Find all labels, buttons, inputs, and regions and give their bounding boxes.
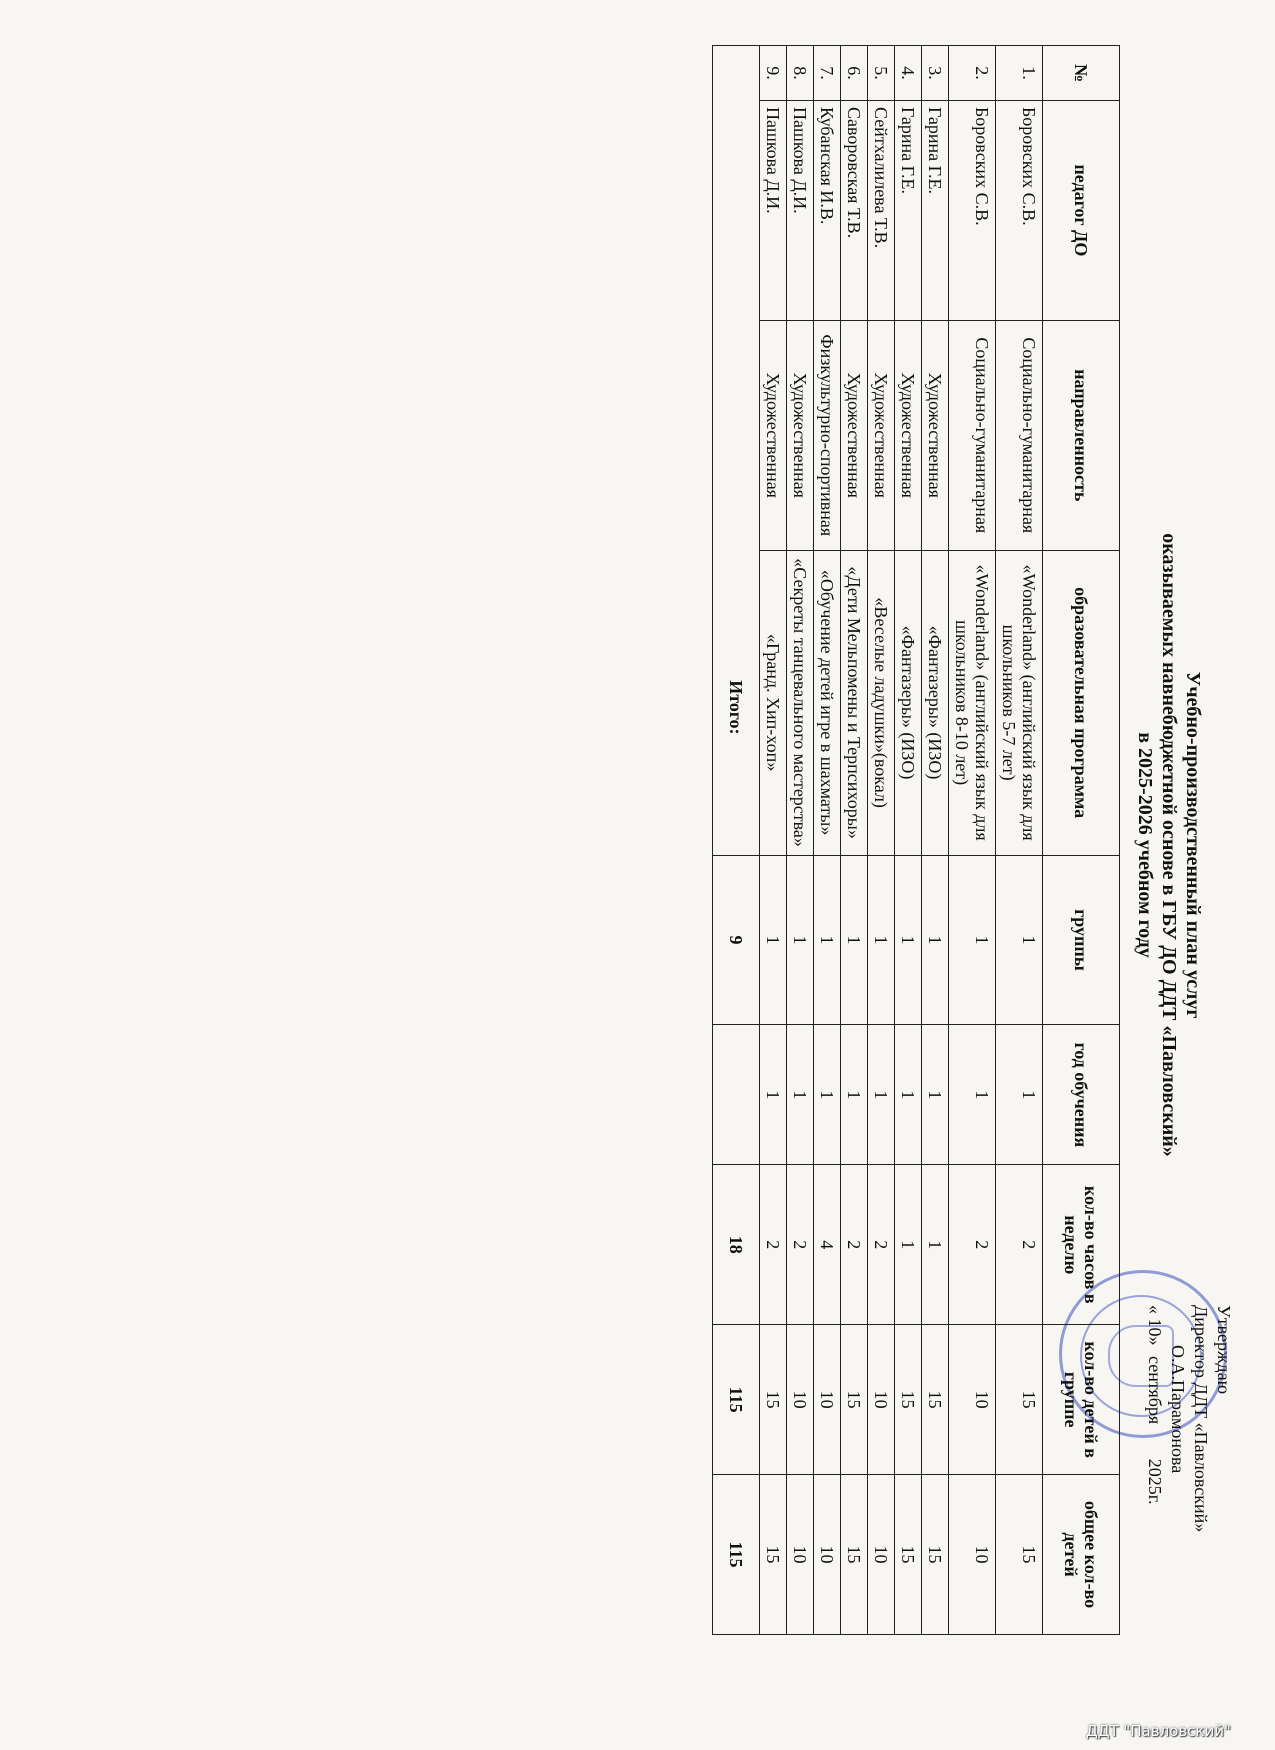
total-children-group: 115 bbox=[713, 1325, 760, 1475]
approval-date: « 10» сентября 2025г. bbox=[1145, 1305, 1165, 1505]
approval-signatory: О.А.Парамонова bbox=[1168, 1345, 1188, 1474]
title-line-3: в 2025-2026 учебном году bbox=[1134, 732, 1156, 958]
header-program: образовательная программа bbox=[1043, 550, 1120, 855]
header-direction: направленность bbox=[1043, 320, 1120, 550]
header-hours: кол-во часов в неделю bbox=[1043, 1165, 1120, 1325]
header-num: № bbox=[1043, 46, 1120, 101]
table-row: 3. Гарина Г.Е. Художественная «Фантазеры» (ИЗО) 1 1 1 15 15 bbox=[922, 46, 949, 1635]
table-row: 6. Саворовская Т.В. Художественная «Дети Мельпомены и Терпсихоры» 1 1 2 15 15 bbox=[841, 46, 868, 1635]
services-plan-table bbox=[712, 45, 1120, 1635]
table-total-row bbox=[713, 46, 760, 1635]
total-label: Итого: bbox=[713, 46, 760, 856]
title-line-2: оказываемых навнебюджетной основе в ГБУ ДО ДДТ «Павловский» bbox=[1158, 533, 1180, 1157]
header-children-total: общее кол-во детей bbox=[1043, 1475, 1120, 1635]
table-row: 9. Пашкова Д.И. Художественная «Гранд. Хип-хоп» 1 1 2 15 15 bbox=[760, 46, 787, 1635]
header-teacher: педагог ДО bbox=[1043, 100, 1120, 320]
table-row: 5. Сейтхалилева Т.В. Художественная «Веселые ладушки»(вокал) 1 1 2 10 10 bbox=[868, 46, 895, 1635]
header-children-group: кол-во детей в группе bbox=[1043, 1325, 1120, 1475]
table-header-row bbox=[1043, 46, 1120, 1635]
title-line-1: Учебно-производственный план услуг bbox=[1182, 671, 1204, 1019]
header-groups: группы bbox=[1043, 855, 1120, 1025]
approval-position: Директор ДДТ «Павловский» bbox=[1191, 1305, 1211, 1533]
document-title bbox=[1133, 480, 1205, 1210]
table-row: 7. Кубанская И.В. Физкультурно-спортивная «Обучение детей игре в шахматы» 1 1 4 10 10 bbox=[814, 46, 841, 1635]
table-row: 4. Гарина Г.Е. Художественная «Фантазеры» (ИЗО) 1 1 1 15 15 bbox=[895, 46, 922, 1635]
table-row: 1. Боровских С.В. Социально-гуманитарная «Wonderland» (английский язык для школьников 5-7 лет) 1 1 2 15 15 bbox=[996, 46, 1043, 1635]
watermark: ДДТ "Павловский" bbox=[1086, 1722, 1231, 1740]
table-row: 2. Боровских С.В. Социально-гуманитарная «Wonderland» (английский язык для школьников 8-10 лет) 1 1 2 10 10 bbox=[949, 46, 996, 1635]
total-children-total: 115 bbox=[713, 1475, 760, 1635]
total-hours: 18 bbox=[713, 1165, 760, 1325]
approval-heading: Утверждаю bbox=[1214, 1305, 1234, 1395]
approval-block bbox=[1143, 1305, 1235, 1625]
table-row: 8. Пашкова Д.И. Художественная «Секреты танцевального мастерства» 1 1 2 10 10 bbox=[787, 46, 814, 1635]
header-year: год обучения bbox=[1043, 1025, 1120, 1165]
total-groups: 9 bbox=[713, 855, 760, 1025]
document-sheet bbox=[45, 40, 1245, 1650]
